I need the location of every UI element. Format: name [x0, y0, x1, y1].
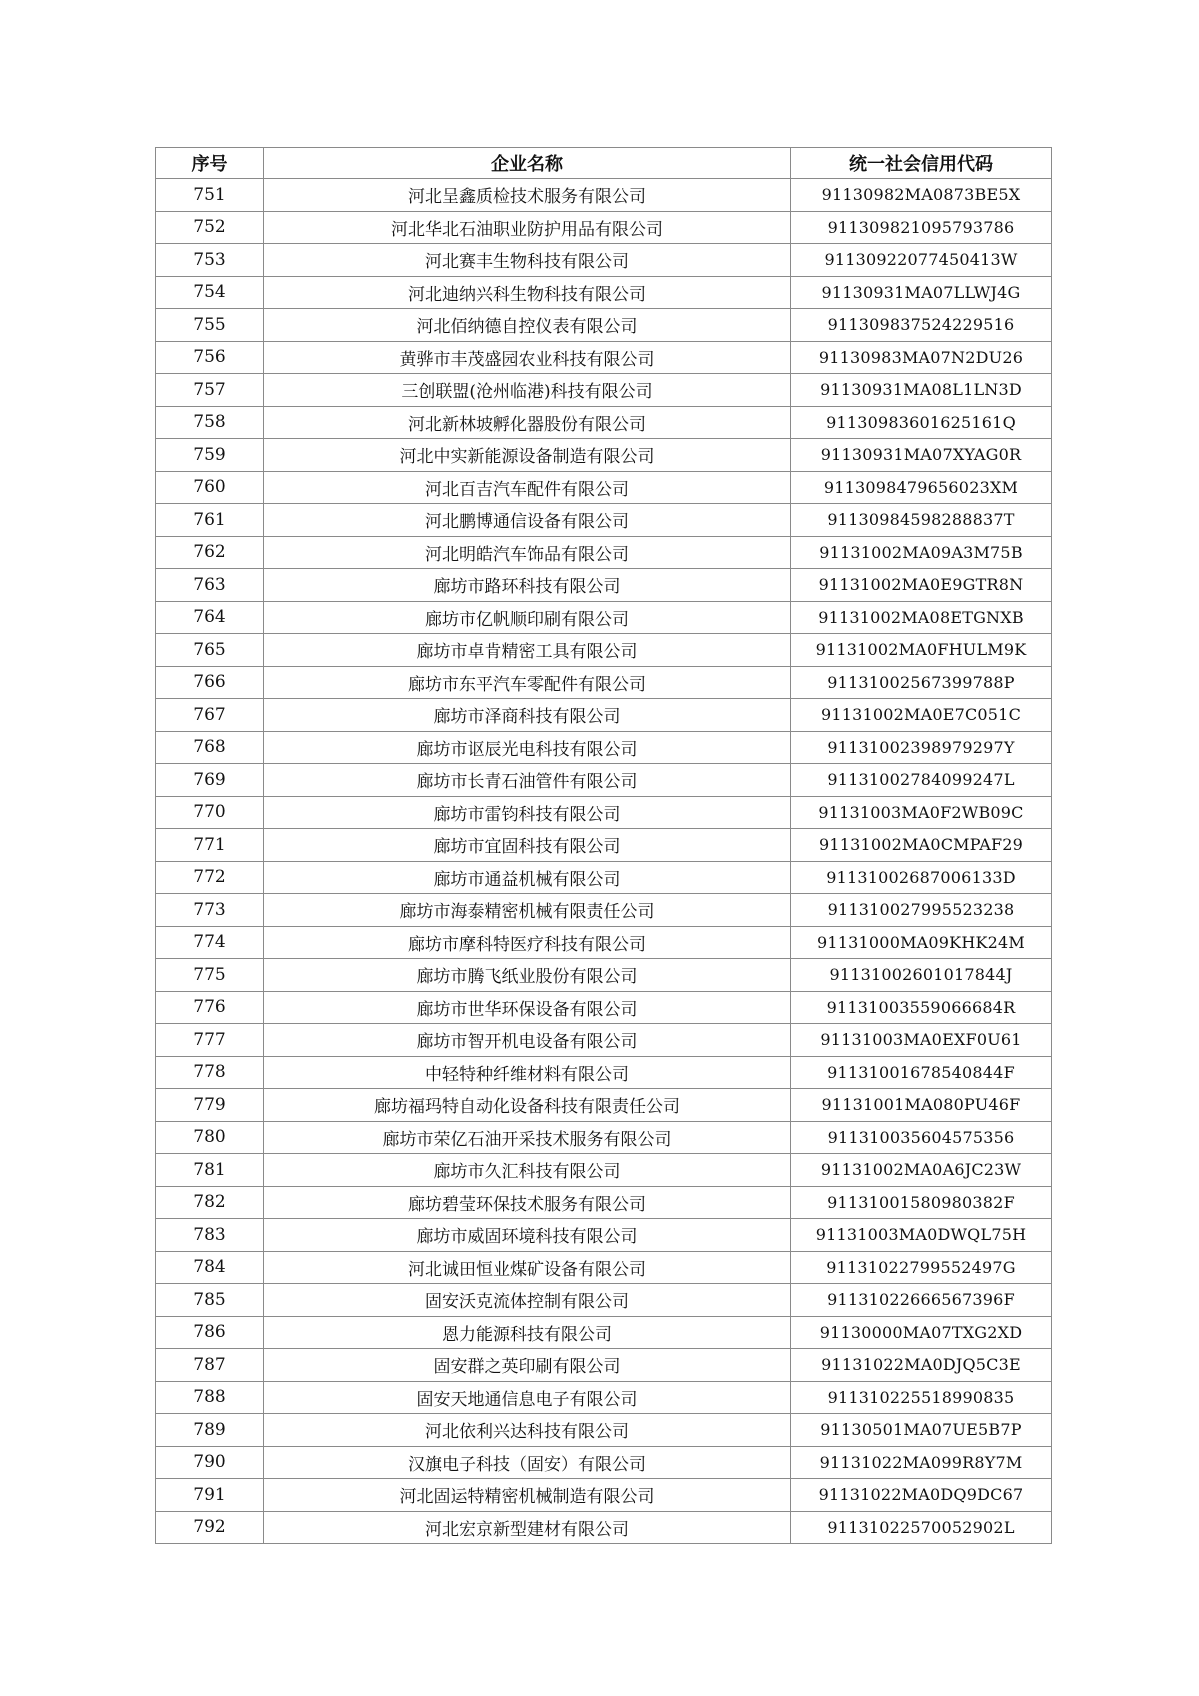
row-company-name: 廊坊市海泰精密机械有限责任公司: [264, 894, 791, 927]
row-credit-code: 91130000MA07TXG2XD: [791, 1316, 1052, 1349]
row-company-name: 河北赛丰生物科技有限公司: [264, 244, 791, 277]
row-credit-code: 911310027995523238: [791, 894, 1052, 927]
table-row: [156, 1316, 1052, 1349]
row-index: 776: [156, 991, 264, 1024]
row-credit-code: 91131002784099247L: [791, 764, 1052, 797]
table-row: [156, 1186, 1052, 1219]
table-row: [156, 1479, 1052, 1512]
row-company-name: 廊坊市荣亿石油开采技术服务有限公司: [264, 1121, 791, 1154]
row-index: 758: [156, 406, 264, 439]
row-index: 770: [156, 796, 264, 829]
row-credit-code: 91131002MA0E7C051C: [791, 699, 1052, 732]
row-credit-code: 91131001MA080PU46F: [791, 1089, 1052, 1122]
row-credit-code: 91131002MA0E9GTR8N: [791, 569, 1052, 602]
table-row: [156, 666, 1052, 699]
row-company-name: 河北固运特精密机械制造有限公司: [264, 1479, 791, 1512]
table-row: [156, 179, 1052, 212]
row-company-name: 廊坊市路环科技有限公司: [264, 569, 791, 602]
row-credit-code: 91130982MA0873BE5X: [791, 179, 1052, 212]
table-row: [156, 1089, 1052, 1122]
header-row: [156, 148, 1052, 179]
table-row: [156, 341, 1052, 374]
table-row: [156, 1024, 1052, 1057]
row-credit-code: 91130984598288837T: [791, 504, 1052, 537]
row-index: 757: [156, 374, 264, 407]
table-row: [156, 569, 1052, 602]
row-credit-code: 91131022MA0DQ9DC67: [791, 1479, 1052, 1512]
row-index: 764: [156, 601, 264, 634]
table-row: [156, 1251, 1052, 1284]
table-row: [156, 406, 1052, 439]
row-credit-code: 91131022MA0DJQ5C3E: [791, 1349, 1052, 1382]
row-index: 762: [156, 536, 264, 569]
row-company-name: 河北华北石油职业防护用品有限公司: [264, 211, 791, 244]
row-company-name: 河北宏京新型建材有限公司: [264, 1511, 791, 1544]
row-index: 753: [156, 244, 264, 277]
row-credit-code: 91130931MA08L1LN3D: [791, 374, 1052, 407]
row-index: 784: [156, 1251, 264, 1284]
row-company-name: 河北新林坡孵化器股份有限公司: [264, 406, 791, 439]
table-row: [156, 1414, 1052, 1447]
row-company-name: 河北鹏博通信设备有限公司: [264, 504, 791, 537]
row-company-name: 廊坊市卓肯精密工具有限公司: [264, 634, 791, 667]
row-index: 791: [156, 1479, 264, 1512]
row-credit-code: 91130983MA07N2DU26: [791, 341, 1052, 374]
table-row: [156, 244, 1052, 277]
table-row: [156, 1446, 1052, 1479]
row-credit-code: 91131002398979297Y: [791, 731, 1052, 764]
row-company-name: 河北依利兴达科技有限公司: [264, 1414, 791, 1447]
table-header: [156, 148, 1052, 179]
row-credit-code: 91131003MA0EXF0U61: [791, 1024, 1052, 1057]
row-company-name: 廊坊市摩科特医疗科技有限公司: [264, 926, 791, 959]
row-index: 782: [156, 1186, 264, 1219]
row-company-name: 廊坊市长青石油管件有限公司: [264, 764, 791, 797]
row-company-name: 固安群之英印刷有限公司: [264, 1349, 791, 1382]
table-row: [156, 1154, 1052, 1187]
row-index: 778: [156, 1056, 264, 1089]
row-credit-code: 91131002MA0FHULM9K: [791, 634, 1052, 667]
table-row: [156, 634, 1052, 667]
row-index: 779: [156, 1089, 264, 1122]
row-index: 759: [156, 439, 264, 472]
row-index: 772: [156, 861, 264, 894]
row-index: 787: [156, 1349, 264, 1382]
row-company-name: 黄骅市丰茂盛园农业科技有限公司: [264, 341, 791, 374]
table-row: [156, 959, 1052, 992]
table-row: [156, 374, 1052, 407]
row-company-name: 河北呈鑫质检技术服务有限公司: [264, 179, 791, 212]
row-company-name: 河北百吉汽车配件有限公司: [264, 471, 791, 504]
table-row: [156, 1219, 1052, 1252]
table-row: [156, 894, 1052, 927]
row-index: 777: [156, 1024, 264, 1057]
row-index: 792: [156, 1511, 264, 1544]
row-credit-code: 91130931MA07LLWJ4G: [791, 276, 1052, 309]
row-company-name: 廊坊市腾飞纸业股份有限公司: [264, 959, 791, 992]
table-row: [156, 536, 1052, 569]
row-credit-code: 91131001678540844F: [791, 1056, 1052, 1089]
row-company-name: 河北诚田恒业煤矿设备有限公司: [264, 1251, 791, 1284]
row-index: 761: [156, 504, 264, 537]
row-company-name: 河北佰纳德自控仪表有限公司: [264, 309, 791, 342]
row-credit-code: 9113098479656023XM: [791, 471, 1052, 504]
row-company-name: 廊坊市亿帆顺印刷有限公司: [264, 601, 791, 634]
row-index: 786: [156, 1316, 264, 1349]
row-credit-code: 91131002MA0CMPAF29: [791, 829, 1052, 862]
row-company-name: 汉旗电子科技（固安）有限公司: [264, 1446, 791, 1479]
row-credit-code: 91131003MA0DWQL75H: [791, 1219, 1052, 1252]
row-index: 752: [156, 211, 264, 244]
header-credit-code: 统一社会信用代码: [791, 148, 1052, 179]
row-company-name: 固安沃克流体控制有限公司: [264, 1284, 791, 1317]
row-company-name: 廊坊市宜固科技有限公司: [264, 829, 791, 862]
row-credit-code: 91131001580980382F: [791, 1186, 1052, 1219]
table-row: [156, 699, 1052, 732]
row-index: 789: [156, 1414, 264, 1447]
row-credit-code: 911310225518990835: [791, 1381, 1052, 1414]
row-credit-code: 91130922077450413W: [791, 244, 1052, 277]
row-index: 788: [156, 1381, 264, 1414]
row-credit-code: 91131002MA0A6JC23W: [791, 1154, 1052, 1187]
row-credit-code: 91130931MA07XYAG0R: [791, 439, 1052, 472]
row-credit-code: 91131022666567396F: [791, 1284, 1052, 1317]
row-credit-code: 91131022570052902L: [791, 1511, 1052, 1544]
row-credit-code: 91131002567399788P: [791, 666, 1052, 699]
header-index: 序号: [156, 148, 264, 179]
table-row: [156, 926, 1052, 959]
row-index: 790: [156, 1446, 264, 1479]
row-company-name: 河北明皓汽车饰品有限公司: [264, 536, 791, 569]
row-index: 774: [156, 926, 264, 959]
row-credit-code: 91131002MA08ETGNXB: [791, 601, 1052, 634]
row-index: 765: [156, 634, 264, 667]
row-credit-code: 91131003MA0F2WB09C: [791, 796, 1052, 829]
table-row: [156, 829, 1052, 862]
row-index: 780: [156, 1121, 264, 1154]
table-row: [156, 504, 1052, 537]
row-company-name: 廊坊市世华环保设备有限公司: [264, 991, 791, 1024]
table-row: [156, 1381, 1052, 1414]
row-company-name: 廊坊碧莹环保技术服务有限公司: [264, 1186, 791, 1219]
row-company-name: 廊坊市智开机电设备有限公司: [264, 1024, 791, 1057]
table-row: [156, 1349, 1052, 1382]
enterprise-table: [155, 147, 1052, 1544]
row-company-name: 固安天地通信息电子有限公司: [264, 1381, 791, 1414]
row-company-name: 三创联盟(沧州临港)科技有限公司: [264, 374, 791, 407]
row-company-name: 河北迪纳兴科生物科技有限公司: [264, 276, 791, 309]
row-index: 754: [156, 276, 264, 309]
row-index: 760: [156, 471, 264, 504]
row-credit-code: 91130983601625161Q: [791, 406, 1052, 439]
table-row: [156, 601, 1052, 634]
table-row: [156, 796, 1052, 829]
table-row: [156, 991, 1052, 1024]
row-index: 768: [156, 731, 264, 764]
row-company-name: 廊坊市通益机械有限公司: [264, 861, 791, 894]
row-credit-code: 911310035604575356: [791, 1121, 1052, 1154]
table-row: [156, 276, 1052, 309]
row-index: 775: [156, 959, 264, 992]
row-index: 767: [156, 699, 264, 732]
row-company-name: 中轻特种纤维材料有限公司: [264, 1056, 791, 1089]
table-row: [156, 861, 1052, 894]
row-credit-code: 91131002601017844J: [791, 959, 1052, 992]
table-row: [156, 1511, 1052, 1544]
row-company-name: 恩力能源科技有限公司: [264, 1316, 791, 1349]
table-row: [156, 211, 1052, 244]
row-company-name: 廊坊市久汇科技有限公司: [264, 1154, 791, 1187]
row-credit-code: 91131000MA09KHK24M: [791, 926, 1052, 959]
row-index: 766: [156, 666, 264, 699]
row-index: 785: [156, 1284, 264, 1317]
row-credit-code: 91131003559066684R: [791, 991, 1052, 1024]
row-company-name: 廊坊福玛特自动化设备科技有限责任公司: [264, 1089, 791, 1122]
table-row: [156, 1121, 1052, 1154]
row-credit-code: 911309821095793786: [791, 211, 1052, 244]
row-index: 773: [156, 894, 264, 927]
row-credit-code: 91131002MA09A3M75B: [791, 536, 1052, 569]
row-company-name: 廊坊市东平汽车零配件有限公司: [264, 666, 791, 699]
row-credit-code: 911309837524229516: [791, 309, 1052, 342]
row-index: 783: [156, 1219, 264, 1252]
table-row: [156, 439, 1052, 472]
row-credit-code: 91131002687006133D: [791, 861, 1052, 894]
row-company-name: 廊坊市泽商科技有限公司: [264, 699, 791, 732]
row-index: 763: [156, 569, 264, 602]
row-index: 769: [156, 764, 264, 797]
row-credit-code: 91131022799552497G: [791, 1251, 1052, 1284]
table-row: [156, 309, 1052, 342]
table-row: [156, 731, 1052, 764]
row-index: 771: [156, 829, 264, 862]
row-company-name: 廊坊市讴辰光电科技有限公司: [264, 731, 791, 764]
table-body: [156, 179, 1052, 1544]
row-index: 751: [156, 179, 264, 212]
row-credit-code: 91130501MA07UE5B7P: [791, 1414, 1052, 1447]
table-row: [156, 1056, 1052, 1089]
row-credit-code: 91131022MA099R8Y7M: [791, 1446, 1052, 1479]
table-row: [156, 1284, 1052, 1317]
table-row: [156, 764, 1052, 797]
header-company-name: 企业名称: [264, 148, 791, 179]
row-company-name: 廊坊市雷钧科技有限公司: [264, 796, 791, 829]
row-company-name: 廊坊市威固环境科技有限公司: [264, 1219, 791, 1252]
row-company-name: 河北中实新能源设备制造有限公司: [264, 439, 791, 472]
row-index: 756: [156, 341, 264, 374]
table-row: [156, 471, 1052, 504]
row-index: 781: [156, 1154, 264, 1187]
row-index: 755: [156, 309, 264, 342]
